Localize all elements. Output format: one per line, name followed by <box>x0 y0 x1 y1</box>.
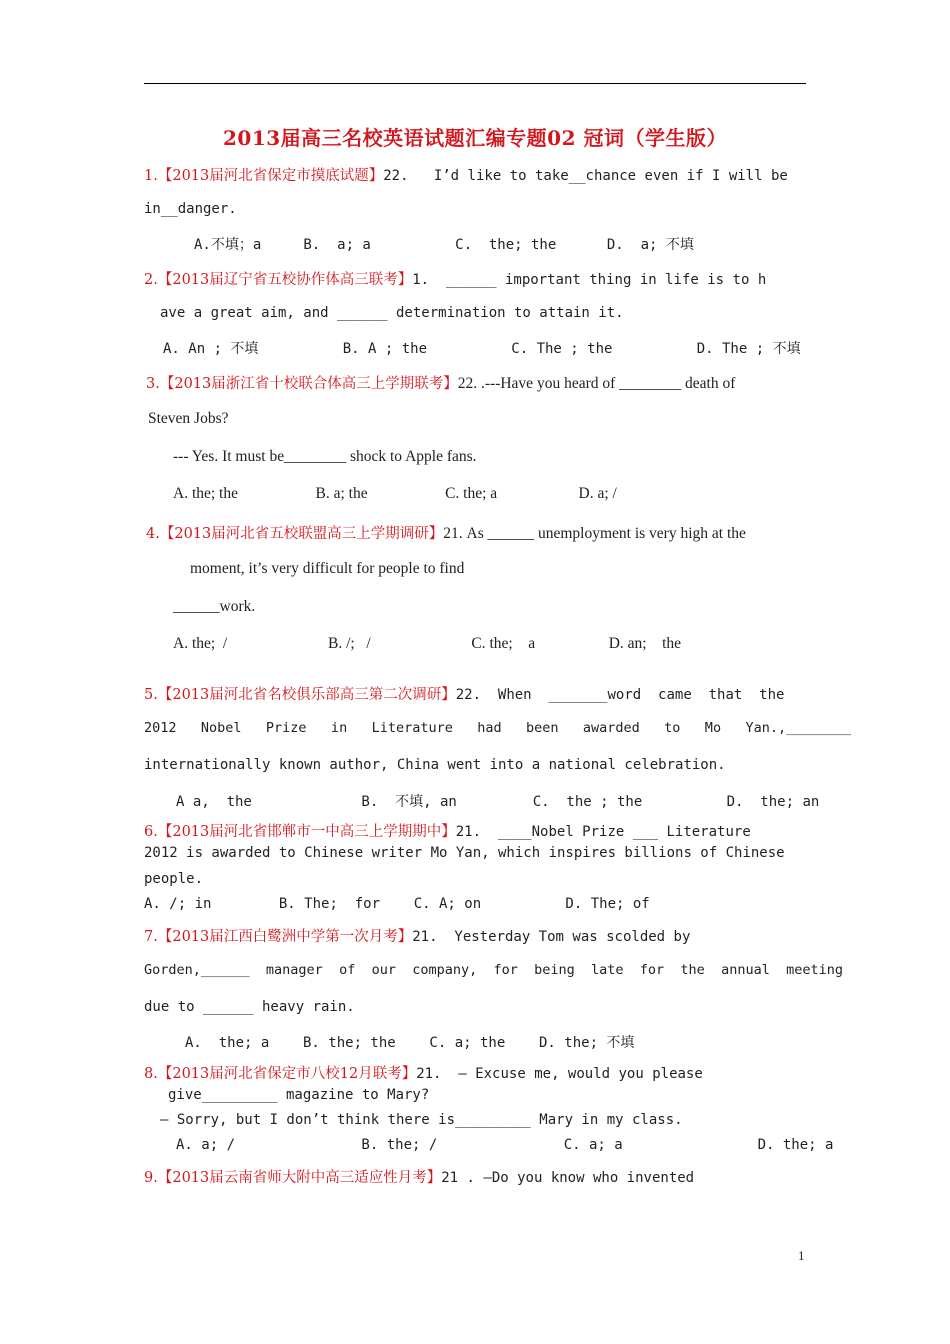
question-9-head <box>144 1166 694 1187</box>
header-rule <box>144 83 806 84</box>
question-7-number: 7. <box>144 929 158 945</box>
question-8-number: 8. <box>144 1066 158 1082</box>
question-7-line-3: due to ______ heavy rain. <box>144 999 355 1015</box>
question-8-line-2: give_________ magazine to Mary? <box>168 1087 430 1103</box>
question-1-line-2: in__danger. <box>144 201 237 217</box>
question-8-head <box>144 1062 703 1083</box>
question-4-options: A. the; / B. /; / C. the; a D. an; the <box>173 635 682 652</box>
question-7-line-1: 21. Yesterday Tom was scolded by <box>412 929 691 945</box>
page-title: 2013届高三名校英语试题汇编专题02 冠词（学生版） <box>223 126 727 150</box>
question-3-line-3: --- Yes. It must be________ shock to Apple fans. <box>173 448 477 465</box>
question-5-line-2: 2012 Nobel Prize in Literature had been awarded to Mo Yan.,________ <box>144 720 852 736</box>
question-2-source: 【2013届辽宁省五校协作体高三联考】 <box>157 272 413 288</box>
question-2-line-2: ave a great aim, and ______ determination to attain it. <box>160 305 624 321</box>
question-6-options: A. /; in B. The; for C. A; on D. The; of <box>144 896 650 912</box>
question-3-source: 【2013届浙江省十校联合体高三上学期联考】 <box>159 376 458 392</box>
question-7-line-2: Gorden,______ manager of our company, for being late for the annual meeting <box>144 962 843 978</box>
question-2-head <box>144 268 766 289</box>
question-3-line-1: 22. .---Have you heard of ________ death of <box>457 375 736 392</box>
question-5-options: A a, the B. 不填, an C. the ; the D. the; an <box>176 794 820 810</box>
question-9-line-1: 21 . —Do you know who invented <box>441 1170 695 1186</box>
page-number: 1 <box>798 1248 805 1263</box>
question-7-source: 【2013届江西白鹭洲中学第一次月考】 <box>157 929 413 945</box>
question-6-line-3: people. <box>144 871 204 887</box>
question-8-source: 【2013届河北省保定市八校12月联考】 <box>157 1066 417 1082</box>
question-6-line-2: 2012 is awarded to Chinese writer Mo Yan, which inspires billions of Chinese <box>144 845 785 861</box>
question-3-head <box>146 372 735 393</box>
question-1-source: 【2013届河北省保定市摸底试题】 <box>157 168 384 184</box>
question-6-number: 6. <box>144 824 158 840</box>
question-8-options: A. a; / B. the; / C. a; a D. the; a <box>176 1137 834 1153</box>
question-5-head <box>144 683 784 704</box>
question-2-options: A. An ; 不填 B. A ; the C. The ; the D. The ; 不填 <box>163 341 801 357</box>
question-9-number: 9. <box>144 1170 158 1186</box>
question-1-number: 1. <box>144 168 158 184</box>
question-9-source: 【2013届云南省师大附中高三适应性月考】 <box>157 1170 442 1186</box>
question-4-line-2: moment, it’s very difficult for people to find <box>190 560 465 577</box>
question-8-line-1: 21. — Excuse me, would you please <box>416 1066 703 1082</box>
question-3-options: A. the; the B. a; the C. the; a D. a; / <box>173 485 617 502</box>
question-7-head <box>144 925 690 946</box>
question-1-line-1: 22. I’d like to take__chance even if I will be <box>383 168 788 184</box>
question-5-number: 5. <box>144 687 158 703</box>
question-3-number: 3. <box>146 376 160 392</box>
question-3-line-2: Steven Jobs? <box>148 410 229 427</box>
question-5-source: 【2013届河北省名校俱乐部高三第二次调研】 <box>157 687 456 703</box>
question-4-number: 4. <box>146 526 160 542</box>
question-6-source: 【2013届河北省邯郸市一中高三上学期期中】 <box>157 824 456 840</box>
question-2-number: 2. <box>144 272 158 288</box>
question-4-line-3: ______work. <box>173 598 256 615</box>
question-4-source: 【2013届河北省五校联盟高三上学期调研】 <box>159 526 444 542</box>
question-2-line-1: 1. ______ important thing in life is to h <box>412 272 767 288</box>
question-5-line-1: 22. When _______word came that the <box>455 687 785 703</box>
question-8-line-3: — Sorry, but I don’t think there is_________ Mary in my class. <box>160 1112 683 1128</box>
question-4-head <box>146 522 746 543</box>
question-4-line-1: 21. As ______ unemployment is very high at the <box>443 525 746 542</box>
question-6-line-1: 21. ____Nobel Prize ___ Literature <box>455 824 751 840</box>
question-6-head <box>144 820 751 841</box>
question-7-options: A. the; a B. the; the C. a; the D. the; 不填 <box>185 1035 635 1051</box>
question-1-head <box>144 164 788 185</box>
question-1-options: A.不填；a B. a; a C. the; the D. a; 不填 <box>194 237 694 253</box>
question-5-line-3: internationally known author, China went into a national celebration. <box>144 757 726 773</box>
